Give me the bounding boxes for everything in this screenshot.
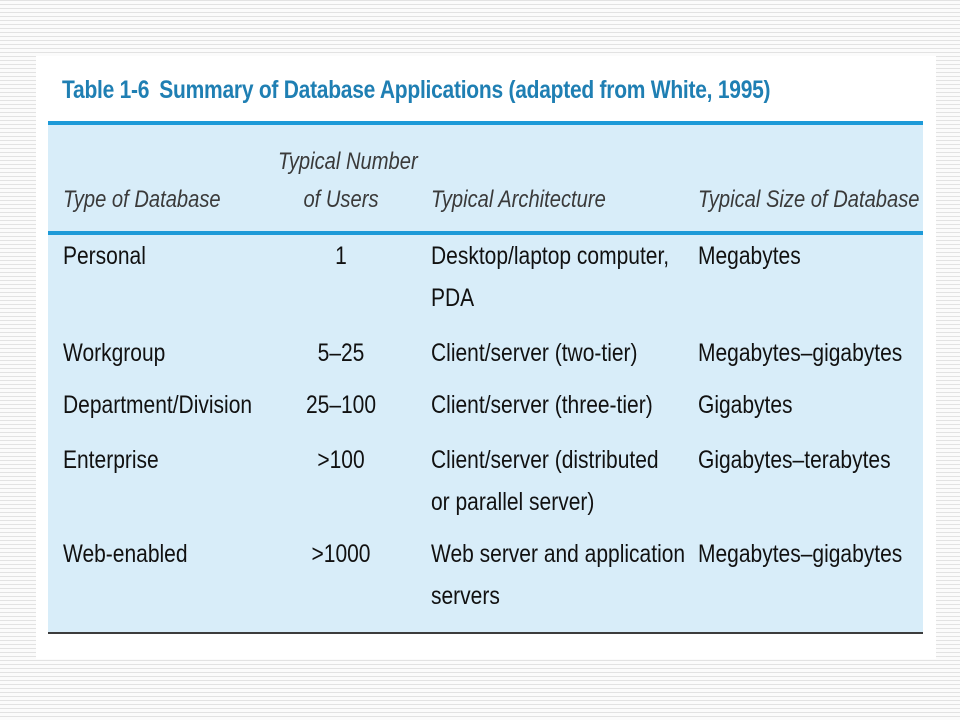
header-type-of-database: Type of Database (63, 186, 221, 213)
header-typical-number-line1: Typical Number (278, 148, 418, 175)
cell-type: Web-enabled (63, 540, 188, 568)
cell-architecture-line2: or parallel server) (431, 488, 595, 516)
cell-type: Workgroup (63, 339, 166, 367)
header-typical-size: Typical Size of Database (698, 186, 920, 213)
cell-architecture-line2: servers (431, 582, 500, 610)
cell-type: Department/Division (63, 391, 253, 419)
summary-table (48, 121, 923, 634)
table-number: Table 1-6 (62, 76, 150, 104)
cell-architecture: Web server and application (431, 540, 686, 568)
header-typical-number-line2: of Users (303, 186, 379, 213)
cell-size: Gigabytes–terabytes (698, 446, 891, 474)
table-caption (62, 76, 770, 105)
slide-content (36, 56, 936, 659)
cell-architecture: Client/server (two-tier) (431, 339, 638, 367)
cell-users: >1000 (311, 540, 371, 568)
cell-architecture: Client/server (three-tier) (431, 391, 653, 419)
cell-size: Megabytes (698, 242, 801, 270)
header-typical-architecture: Typical Architecture (431, 186, 606, 213)
cell-users: >100 (317, 446, 365, 474)
cell-users: 5–25 (317, 339, 365, 367)
cell-size: Gigabytes (698, 391, 793, 419)
cell-type: Enterprise (63, 446, 159, 474)
cell-architecture-line2: PDA (431, 284, 475, 312)
cell-architecture: Desktop/laptop computer, (431, 242, 670, 270)
cell-type: Personal (63, 242, 146, 270)
table-header (48, 125, 923, 235)
table-title: Summary of Database Applications (adapted from White, 1995) (159, 76, 771, 104)
cell-size: Megabytes–gigabytes (698, 339, 903, 367)
cell-users: 25–100 (305, 391, 377, 419)
cell-size: Megabytes–gigabytes (698, 540, 903, 568)
cell-users: 1 (335, 242, 347, 270)
cell-architecture: Client/server (distributed (431, 446, 659, 474)
